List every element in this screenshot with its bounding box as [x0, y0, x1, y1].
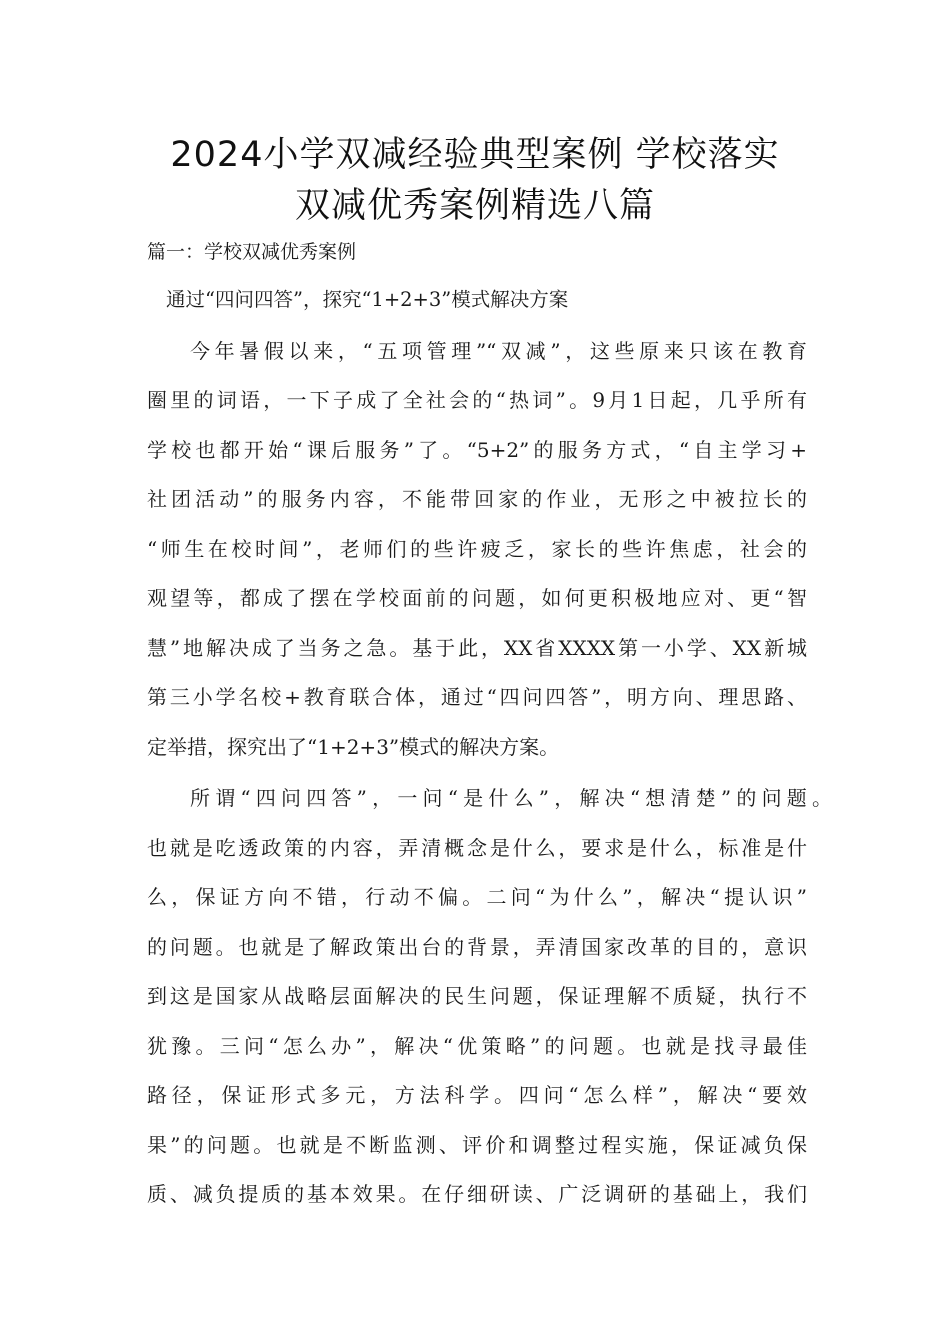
paragraph-1-line: 定举措，探究出了“1+2+3”模式的解决方案。 [147, 735, 560, 759]
paragraph-1-line: “师生在校时间”，老师们的些许疲乏，家长的些许焦虑，社会的 [147, 537, 807, 561]
paragraph-1-line: 圈里的词语，一下子成了全社会的“热词”。9月1日起，几乎所有 [147, 388, 807, 412]
paragraph-2-line: 也就是吃透政策的内容，弄清概念是什么，要求是什么，标准是什 [147, 836, 807, 860]
document-title-line-2: 双减优秀案例精选八篇 [294, 186, 655, 226]
paragraph-1-line: 社团活动”的服务内容，不能带回家的作业，无形之中被拉长的 [147, 487, 807, 511]
paragraph-1-line: 慧”地解决成了当务之急。基于此，XX省XXXX第一小学、XX新城 [147, 636, 807, 660]
document-title-line-1: 2024小学双减经验典型案例 学校落实 [170, 135, 780, 175]
subheading: 通过“四问四答”，探究“1+2+3”模式解决方案 [166, 288, 569, 311]
paragraph-1-line: 学校也都开始“课后服务”了。“5+2”的服务方式，“自主学习+ [147, 438, 807, 462]
paragraph-1-line: 第三小学名校+教育联合体，通过“四问四答”，明方向、理思路、 [147, 685, 807, 709]
paragraph-2-line: 的问题。也就是了解政策出台的背景，弄清国家改革的目的，意识 [147, 935, 807, 959]
paragraph-2-line: 所谓“四问四答”，一问“是什么”，解决“想清楚”的问题。 [190, 786, 832, 810]
section-heading: 篇一：学校双减优秀案例 [147, 241, 357, 263]
paragraph-2-line: 路径，保证形式多元，方法科学。四问“怎么样”，解决“要效 [147, 1083, 807, 1107]
paragraph-2-line: 质、减负提质的基本效果。在仔细研读、广泛调研的基础上，我们 [147, 1182, 807, 1206]
paragraph-1-line: 观望等，都成了摆在学校面前的问题，如何更积极地应对、更“智 [147, 586, 807, 610]
paragraph-2-line: 到这是国家从战略层面解决的民生问题，保证理解不质疑，执行不 [147, 984, 807, 1008]
paragraph-2-line: 犹豫。三问“怎么办”，解决“优策略”的问题。也就是找寻最佳 [147, 1034, 807, 1058]
paragraph-2-line: 么，保证方向不错，行动不偏。二问“为什么”，解决“提认识” [147, 885, 807, 909]
paragraph-1-line: 今年暑假以来，“五项管理”“双减”，这些原来只该在教育 [190, 339, 807, 363]
paragraph-2-line: 果”的问题。也就是不断监测、评价和调整过程实施，保证减负保 [147, 1133, 807, 1157]
